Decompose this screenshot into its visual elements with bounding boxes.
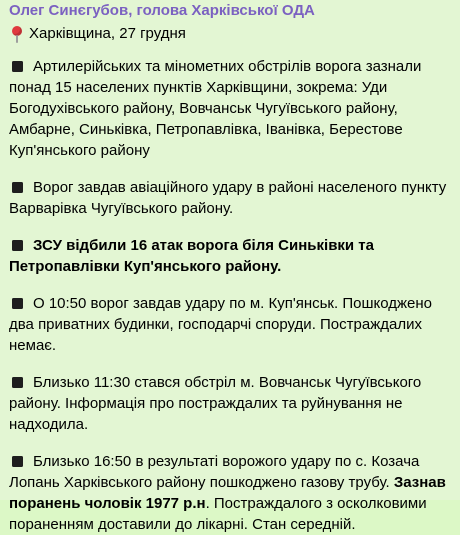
paragraph-repelled-attacks xyxy=(9,235,452,277)
paragraph-text: Артилерійських та мінометних обстрілів ворога зазнали понад 15 населених пунктів Харківщини, зокрема: Уди Богодухівського району, Вовчанськ Чугуївського району, Амбарне, Синьківка, Петропавлівка, Іванівка, Берестове Куп'янського району xyxy=(9,58,422,159)
location-text: Харківщина, 27 грудня xyxy=(29,25,186,42)
paragraph-kozacha-lopan xyxy=(9,451,452,535)
paragraph-bold-text: Зазнав поранень чоловік 1977 р.н xyxy=(9,474,446,512)
black-square-icon xyxy=(12,456,23,467)
paragraph-kupiansk xyxy=(9,293,452,356)
paragraph-text: ЗСУ відбили 16 атак ворога біля Синьківки та Петропавлівки Куп'янського району. xyxy=(9,237,374,275)
paragraph-airstrike xyxy=(9,177,452,219)
paragraph-vovchansk xyxy=(9,372,452,435)
location-line xyxy=(9,24,452,44)
black-square-icon xyxy=(12,298,23,309)
paragraph-text: Близько 11:30 стався обстріл м. Вовчанськ Чугуївського району. Інформація про постраждалих та руйнування не надходила. xyxy=(9,374,422,433)
black-square-icon xyxy=(12,182,23,193)
paragraph-text: Близько 16:50 в результаті ворожого удару по с. Козача Лопань Харківського району пошкоджено газову трубу. xyxy=(9,453,420,491)
paragraph-shelling xyxy=(9,56,452,161)
paragraph-text: . Постраждалого з осколковими пораненням доставили до лікарні. Стан середній. xyxy=(9,495,427,533)
pin-icon xyxy=(10,25,24,43)
paragraph-text: О 10:50 ворог завдав удару по м. Куп'янськ. Пошкоджено два приватних будинки, господарчі споруди. Постраждалих немає. xyxy=(9,295,432,354)
black-square-icon xyxy=(12,377,23,388)
black-square-icon xyxy=(12,240,23,251)
author-name[interactable]: Олег Синєгубов, голова Харківської ОДА xyxy=(9,2,315,19)
black-square-icon xyxy=(12,61,23,72)
paragraph-text: Ворог завдав авіаційного удару в районі населеного пункту Варварівка Чугуївського району. xyxy=(9,179,447,217)
